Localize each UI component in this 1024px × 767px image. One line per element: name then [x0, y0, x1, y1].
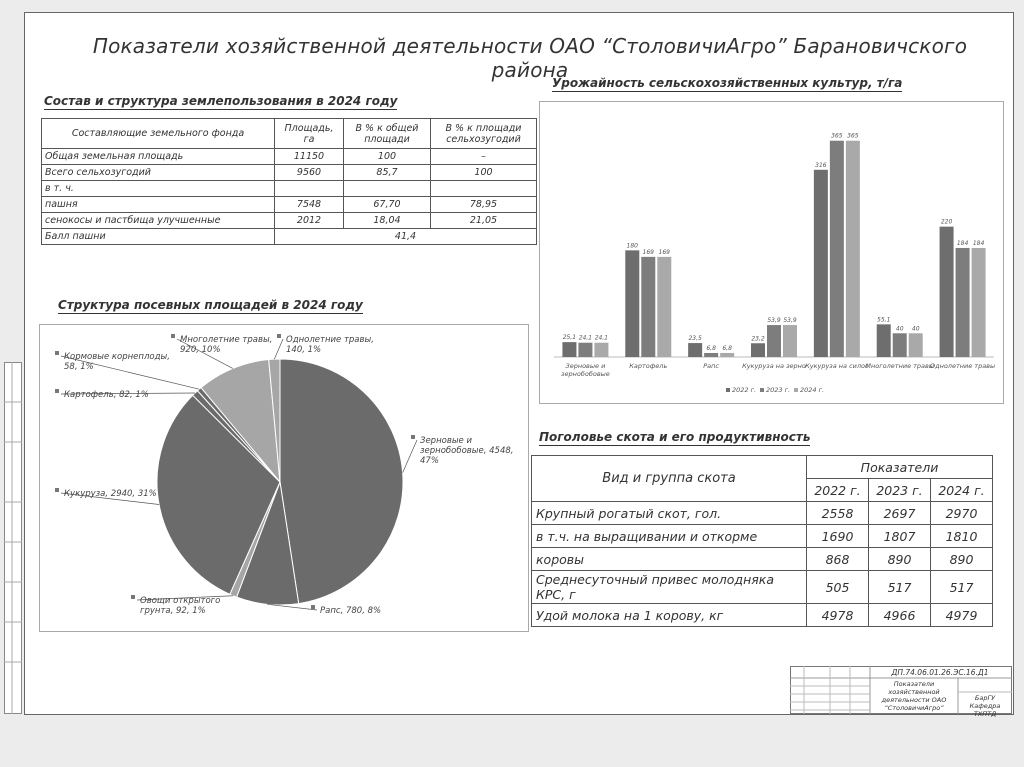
land-header-cell: Составляющие земельного фонда — [42, 119, 275, 149]
pie-slice-label-line: 920, 10% — [180, 345, 221, 355]
table-cell: 517 — [869, 571, 931, 604]
pie-slice-label-line: грунта, 92, 1% — [140, 606, 206, 616]
bar-category-label-line: Кукуруза на силос — [805, 362, 869, 370]
table-cell: сенокосы и пастбища улучшенные — [42, 213, 275, 229]
pie-chart-title: Структура посевных площадей в 2024 году — [58, 298, 363, 312]
table-row — [532, 604, 993, 627]
pie-label-marker — [55, 389, 59, 393]
page-title: Показатели хозяйственной деятельности ОАО “СтоловичиАгро” Барановичского района — [92, 34, 968, 82]
stamp-title: Показатели хозяйственной деятельности ОАО “СтоловичиАгро” — [881, 680, 947, 712]
bar-2024г-5 — [909, 333, 923, 357]
bar-2022г-1 — [625, 250, 639, 357]
bar-value-label: 23,2 — [751, 335, 765, 343]
livestock-group-header: Вид и группа скота — [532, 456, 807, 502]
pie-slice-label — [64, 352, 170, 372]
table-cell — [344, 181, 431, 197]
table-cell — [275, 181, 344, 197]
legend-label: 2022 г. — [732, 386, 757, 394]
table-cell: в т. ч. — [42, 181, 275, 197]
bar-2024г-1 — [657, 257, 671, 357]
pie-slice-label-line: 140, 1% — [286, 345, 322, 355]
bar-chart-area — [539, 101, 1004, 404]
table-cell: 2970 — [931, 502, 993, 525]
pie-slice-label-line: 47% — [420, 456, 439, 466]
pie-slice-label-line: 58, 1% — [64, 362, 94, 372]
table-row — [42, 165, 537, 181]
land-header-cell: В % к площади сельхозугодий — [431, 119, 537, 149]
livestock-table-title: Поголовье скота и его продуктивность — [539, 430, 811, 444]
bar-value-label: 40 — [911, 325, 920, 333]
bar-2024г-4 — [846, 141, 860, 357]
table-row — [42, 197, 537, 213]
year-header: 2022 г. — [807, 479, 869, 502]
pie-label-marker — [55, 488, 59, 492]
legend-label: 2023 г. — [766, 386, 791, 394]
pie-leader-line — [267, 604, 317, 610]
bar-category-label — [742, 362, 806, 370]
year-header: 2023 г. — [869, 479, 931, 502]
table-cell: 2697 — [869, 502, 931, 525]
bar-2023г-2 — [704, 353, 718, 357]
bar-2022г-6 — [940, 227, 954, 357]
table-cell: 890 — [931, 548, 993, 571]
bar-value-label: 53,9 — [767, 317, 781, 325]
table-cell: пашня — [42, 197, 275, 213]
table-cell: 2012 — [275, 213, 344, 229]
pie-slice-label — [320, 606, 381, 616]
table-cell: 517 — [931, 571, 993, 604]
table-cell: 4978 — [807, 604, 869, 627]
bar-2023г-3 — [767, 325, 781, 357]
land-header-cell: Площадь, га — [275, 119, 344, 149]
bar-value-label: 53,9 — [783, 317, 797, 325]
table-cell: коровы — [532, 548, 807, 571]
bar-2024г-2 — [720, 353, 734, 357]
bar-2024г-6 — [972, 248, 986, 357]
bar-value-label: 24,1 — [594, 334, 609, 342]
bar-category-label-line: Зерновые и — [565, 362, 606, 370]
legend-swatch — [794, 388, 798, 392]
bar-2022г-3 — [751, 343, 765, 357]
bar-value-label: 169 — [658, 248, 671, 256]
bar-category-label-line: Однолетние травы — [929, 362, 996, 370]
table-cell: 21,05 — [431, 213, 537, 229]
bar-value-label: 40 — [895, 325, 904, 333]
table-cell: 7548 — [275, 197, 344, 213]
legend-label: 2024 г. — [800, 386, 825, 394]
land-use-table — [41, 118, 537, 245]
table-cell: 85,7 — [344, 165, 431, 181]
bar-value-label: 180 — [626, 242, 639, 250]
pie-slice-label — [286, 335, 374, 355]
bar-category-label — [561, 362, 610, 378]
bar-2024г-0 — [594, 343, 608, 357]
bar-value-label: 25,1 — [562, 334, 577, 342]
year-header: 2024 г. — [931, 479, 993, 502]
bar-value-label: 184 — [956, 239, 969, 247]
table-row — [532, 548, 993, 571]
bar-value-label: 316 — [815, 161, 827, 169]
table-cell: Удой молока на 1 корову, кг — [532, 604, 807, 627]
table-cell: 9560 — [275, 165, 344, 181]
table-row — [42, 149, 537, 165]
bar-2023г-4 — [830, 141, 844, 357]
bar-category-label — [865, 362, 934, 370]
table-row — [532, 525, 993, 548]
bar-2022г-5 — [877, 324, 891, 357]
bar-value-label: 365 — [831, 132, 843, 140]
table-row — [42, 181, 537, 197]
pie-slice-label-line: Однолетние травы, — [286, 335, 374, 345]
pie-slice-label — [420, 436, 513, 466]
table-cell: 505 — [807, 571, 869, 604]
bar-value-label: 6,8 — [706, 344, 716, 352]
table-cell: Всего сельхозугодий — [42, 165, 275, 181]
pie-slice-label-line: Многолетние травы, — [180, 335, 273, 345]
table-row — [42, 213, 537, 229]
bar-value-label: 220 — [940, 218, 953, 226]
bar-category-label — [805, 362, 869, 370]
stamp-code: ДП.74.06.01.26.ЭС.16.Д1 — [891, 668, 989, 677]
pie-leader-line — [274, 339, 283, 359]
land-header-cell: В % к общей площади — [344, 119, 431, 149]
bar-category-label-line: Картофель — [629, 362, 668, 370]
bar-2023г-0 — [578, 343, 592, 357]
table-cell: 890 — [869, 548, 931, 571]
table-cell: Среднесуточный привес молодняка КРС, г — [532, 571, 807, 604]
table-cell: 1807 — [869, 525, 931, 548]
bar-category-label-line: Рапс — [703, 362, 720, 370]
table-cell — [431, 181, 537, 197]
table-cell: 1810 — [931, 525, 993, 548]
table-cell: 4979 — [931, 604, 993, 627]
bar-category-label — [930, 362, 995, 370]
bar-value-label: 169 — [642, 248, 655, 256]
bar-category-label-line: Многолетние травы — [865, 362, 935, 370]
bar-2023г-5 — [893, 333, 907, 357]
table-cell: 18,04 — [344, 213, 431, 229]
bar-value-label: 6,8 — [722, 344, 732, 352]
table-cell: 41,4 — [275, 229, 537, 245]
legend-swatch — [726, 388, 730, 392]
pie-label-marker — [311, 605, 315, 609]
table-cell: Балл пашни — [42, 229, 275, 245]
bar-value-label: 184 — [972, 239, 985, 247]
bar-category-label — [703, 362, 719, 370]
bar-value-label: 24,1 — [578, 334, 593, 342]
table-row — [42, 229, 537, 245]
table-cell: Крупный рогатый скот, гол. — [532, 502, 807, 525]
bar-value-label: 55,1 — [877, 316, 891, 324]
pie-slice-label-line: Рапс, 780, 8% — [320, 606, 382, 616]
pie-slice-label — [140, 596, 220, 616]
bar-2023г-1 — [641, 257, 655, 357]
pie-slice-label-line: зернобобовые, 4548, — [420, 446, 514, 456]
livestock-table — [531, 455, 993, 627]
bar-chart — [540, 102, 1003, 403]
table-cell: 868 — [807, 548, 869, 571]
pie-label-marker — [171, 334, 175, 338]
table-cell: 1690 — [807, 525, 869, 548]
bar-2022г-0 — [562, 342, 576, 357]
pie-slice-label — [64, 489, 157, 499]
bar-category-label-line: зернобобовые — [561, 370, 610, 378]
table-cell: 2558 — [807, 502, 869, 525]
bar-chart-title: Урожайность сельскохозяйственных культур, т/га — [552, 76, 903, 90]
pie-slice-label — [64, 390, 149, 400]
bar-2022г-4 — [814, 170, 828, 357]
table-cell: 100 — [344, 149, 431, 165]
livestock-indicators-header: Показатели — [807, 456, 993, 479]
table-cell: в т.ч. на выращивании и откорме — [532, 525, 807, 548]
title-block-stamp — [790, 666, 1012, 718]
pie-leader-line — [403, 440, 417, 473]
bar-value-label: 365 — [847, 132, 859, 140]
pie-slice-label-line: Кукуруза, 2940, 31% — [64, 489, 157, 499]
pie-slice-label-line: Картофель, 82, 1% — [64, 390, 149, 400]
table-cell: 100 — [431, 165, 537, 181]
legend-swatch — [760, 388, 764, 392]
pie-slice-label — [180, 335, 272, 355]
pie-label-marker — [411, 435, 415, 439]
bar-category-label — [629, 362, 667, 370]
livestock-header-row — [532, 456, 993, 479]
table-cell: 4966 — [869, 604, 931, 627]
bar-2022г-2 — [688, 343, 702, 357]
land-table-header — [42, 119, 537, 149]
bar-category-label-line: Кукуруза на зерно — [742, 362, 806, 370]
bar-2024г-3 — [783, 325, 797, 357]
table-row — [532, 571, 993, 604]
pie-label-marker — [55, 351, 59, 355]
pie-slice-label-line: Зерновые и — [420, 436, 473, 446]
table-cell: – — [431, 149, 537, 165]
pie-slice-label-line: Овощи открытого — [140, 596, 221, 606]
stamp-org: БарГУ Кафедра ТХПТД — [969, 694, 1001, 718]
table-cell: 67,70 — [344, 197, 431, 213]
table-cell: 11150 — [275, 149, 344, 165]
bar-value-label: 23,5 — [688, 335, 702, 343]
pie-slice-label-line: Кормовые корнеплоды, — [64, 352, 170, 362]
table-cell: 78,95 — [431, 197, 537, 213]
side-strip — [4, 362, 22, 714]
table-row — [532, 502, 993, 525]
pie-slice — [280, 359, 403, 604]
pie-chart-area — [39, 324, 529, 632]
land-table-title: Состав и структура землепользования в 2024 году — [44, 94, 398, 108]
pie-label-marker — [131, 595, 135, 599]
pie-label-marker — [277, 334, 281, 338]
pie-chart — [40, 325, 528, 631]
bar-2023г-6 — [956, 248, 970, 357]
table-cell: Общая земельная площадь — [42, 149, 275, 165]
